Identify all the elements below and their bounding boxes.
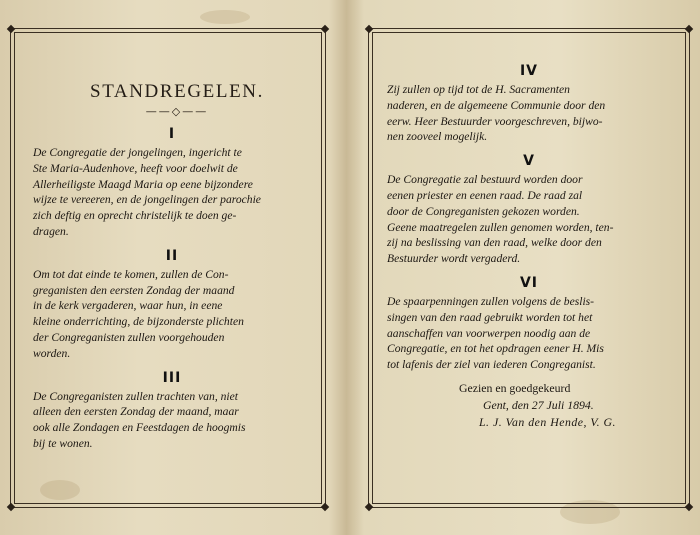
section-number: III xyxy=(162,369,182,386)
right-page-content xyxy=(387,29,671,507)
signer-name: L. J. Van den Hende, V. G. xyxy=(479,414,616,429)
section-text: De Congregatie zal bestuurd worden door eenen priester en eenen raad. De raad zal door de Congreganisten gekozen worden. Geene maatregelen zullen genomen worden, ten- zij na beslissing van den raad, welke door den Bestuurder wordt vergaderd. xyxy=(387,173,614,266)
left-page xyxy=(10,28,326,508)
corner-ornament xyxy=(7,25,15,33)
section-number: I xyxy=(168,126,176,142)
corner-ornament xyxy=(685,503,693,511)
right-page xyxy=(368,28,690,508)
section-number: V xyxy=(523,153,535,170)
title-ornament: ——◇—— xyxy=(145,105,209,118)
paper-stain xyxy=(200,10,250,24)
document-title: STANDREGELEN. xyxy=(90,81,264,102)
approval-date: Gent, den 27 Juli 1894. xyxy=(483,397,594,412)
section-text: De Congreganisten zullen trachten van, niet alleen den eersten Zondag der maand, maar ook alle Zondagen en Feestdagen de hoogmis bij te wonen. xyxy=(33,389,246,450)
corner-ornament xyxy=(365,25,373,33)
section-number: II xyxy=(165,247,179,264)
corner-ornament xyxy=(365,503,373,511)
corner-ornament xyxy=(7,503,15,511)
corner-ornament xyxy=(685,25,693,33)
section-text: Zij zullen op tijd tot de H. Sacramenten naderen, en de algemeene Communie door den eerw. Heer Bestuurder voorgeschreven, bijwo- nen zooveel mogelijk. xyxy=(387,83,606,144)
left-page-content xyxy=(33,29,311,507)
section-text: De Congregatie der jongelingen, ingericht te Ste Maria-Audenhove, heeft voor doelwit de Allerheiligste Maagd Maria op eene bijzondere wijze te vereeren, en de jongelingen der parochie zich deftig en oprecht christelijk te doen ge- dragen. xyxy=(33,146,261,238)
section-text: De spaarpenningen zullen volgens de beslis- singen van den raad gebruikt worden tot het aanschaffen van voorwerpen noodig aan de Congregatie, en tot het opdragen eener H. Mis tot lafenis der ziel van iederen Congreganist. xyxy=(387,294,604,372)
section-text: Om tot dat einde te komen, zullen de Con- greganisten den eersten Zondag der maand in de kerk vergaderen, waar hun, in eene kleine onderrichting, de bijzonderste plichten der Congreganisten zullen voorgehouden worden. xyxy=(33,267,244,360)
section-number: VI xyxy=(519,274,539,291)
section-number: IV xyxy=(519,63,539,79)
corner-ornament xyxy=(321,25,329,33)
approval-block xyxy=(387,381,671,430)
corner-ornament xyxy=(321,503,329,511)
approval-text: Gezien en goedgekeurd xyxy=(459,380,571,395)
